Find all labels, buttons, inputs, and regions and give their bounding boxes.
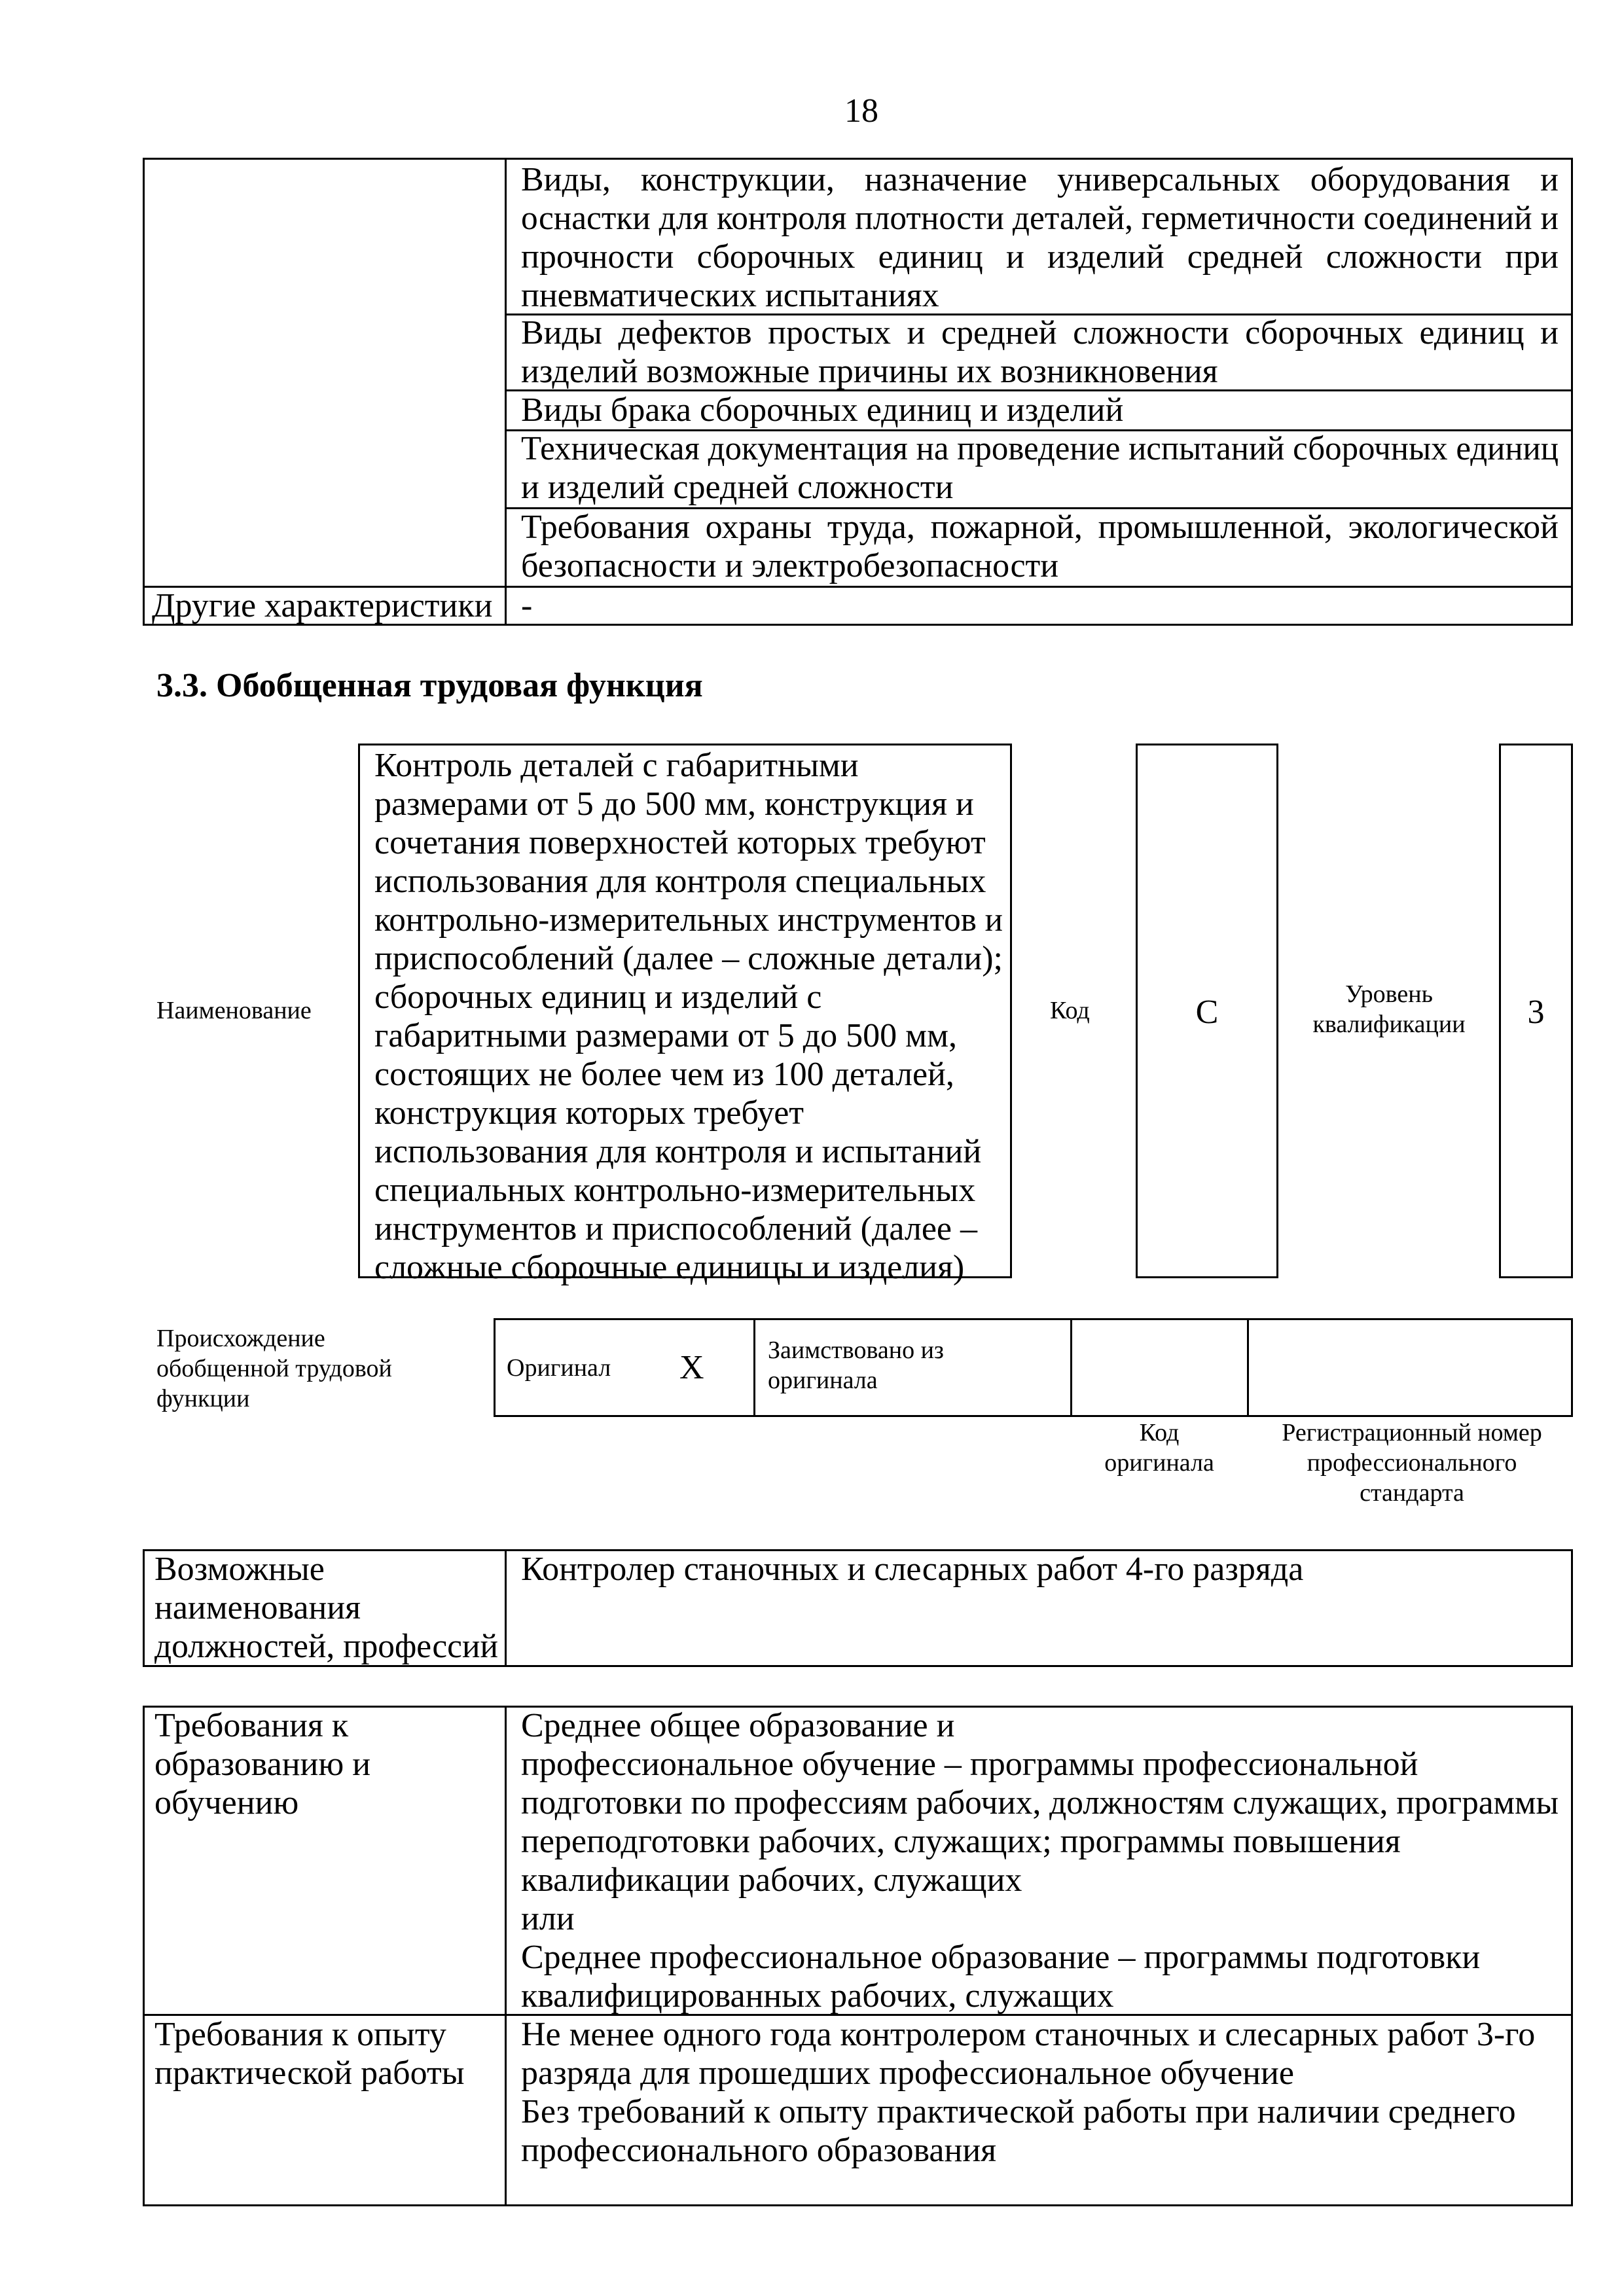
knowledge-item (521, 429, 1559, 507)
text-line (156, 1323, 484, 1354)
text-line-content: изделий возможные причины их возникновения (521, 353, 1218, 390)
text-line (521, 276, 1559, 315)
text-line-content: профессиональное обучение – программы профессиональной (521, 1746, 1418, 1783)
name-label: Наименование (156, 997, 312, 1024)
text-line (521, 1550, 1559, 1588)
text-line-content: пневматических испытаниях (521, 277, 939, 314)
text-line-content: сборочных единиц и изделий с (374, 978, 822, 1016)
text-line-content: Виды дефектов простых и средней сложности сборочных единиц и (521, 314, 1559, 351)
text-line (154, 1550, 498, 1588)
text-line-content: стандарта (1360, 1479, 1464, 1507)
origin-label (156, 1323, 484, 1414)
text-line (374, 823, 1003, 862)
text-line (374, 1248, 1003, 1287)
text-line-content: Требования к (154, 1707, 349, 1744)
text-line (521, 160, 1559, 199)
knowledge-item (521, 160, 1559, 315)
text-line (521, 2015, 1559, 2054)
text-line (521, 1861, 1559, 1899)
text-line-content: использования для контроля и испытаний (374, 1133, 982, 1170)
text-line (521, 1938, 1559, 1977)
text-line (374, 785, 1003, 823)
text-line (1252, 1478, 1572, 1508)
text-line (1284, 1009, 1494, 1039)
text-line (521, 1822, 1559, 1861)
text-line-content: контрольно-измерительных инструментов и (374, 901, 1003, 939)
text-line-content: состоящих не более чем из 100 деталей, (374, 1056, 954, 1093)
text-line (154, 1588, 498, 1627)
text-line (521, 2092, 1559, 2131)
code-value: C (1136, 744, 1278, 1278)
text-line-content: Регистрационный номер (1282, 1419, 1542, 1446)
text-line-content: Заимствовано из (768, 1336, 944, 1364)
text-line-content: Не менее одного года контролером станочных и слесарных работ 3-го (521, 2016, 1536, 2053)
education-label (154, 1706, 498, 1822)
text-line (154, 2015, 498, 2054)
text-line-content: Техническая документация на проведение испытаний сборочных единиц (521, 430, 1559, 467)
text-line (1074, 1448, 1245, 1478)
other-characteristics-value: - (521, 587, 533, 624)
qualification-level-label (1284, 979, 1494, 1039)
text-line-content: Происхождение (156, 1325, 325, 1352)
text-line-content: Среднее профессиональное образование – программы подготовки (521, 1939, 1481, 1976)
text-line-content: Виды, конструкции, назначение универсальных оборудования и (521, 161, 1559, 198)
text-line-content: использования для контроля специальных (374, 863, 986, 900)
text-line (768, 1365, 1062, 1395)
text-line-content: сочетания поверхностей которых требуют (374, 824, 986, 861)
text-line (521, 1977, 1559, 2015)
text-line (521, 199, 1559, 238)
text-line (521, 547, 1559, 585)
text-line (1074, 1418, 1245, 1448)
text-line-content: Требования охраны труда, пожарной, промышленной, экологической (521, 509, 1559, 546)
text-line (521, 2131, 1559, 2170)
text-line (1284, 979, 1494, 1009)
text-line-content: оснастки для контроля плотности деталей, герметичности соединений и (521, 200, 1559, 237)
text-line (521, 468, 1559, 507)
education-value (521, 1706, 1559, 2015)
text-line-content: размерами от 5 до 500 мм, конструкция и (374, 785, 974, 823)
text-line (521, 1784, 1559, 1822)
text-line (154, 1627, 498, 1666)
positions-label (154, 1550, 498, 1666)
text-line-content: профессионального образования (521, 2132, 997, 2169)
knowledge-item (521, 508, 1559, 585)
text-line (521, 238, 1559, 276)
text-line (768, 1335, 1062, 1365)
text-line (521, 1745, 1559, 1784)
positions-value (521, 1550, 1559, 1588)
text-line (521, 1899, 1559, 1938)
text-line (374, 1094, 1003, 1132)
text-line-content: Контролер станочных и слесарных работ 4-го разряда (521, 1551, 1304, 1588)
text-line-content: квалифицированных рабочих, служащих (521, 1977, 1114, 2015)
function-name (374, 746, 1003, 1287)
text-line (1252, 1418, 1572, 1448)
text-line-content: Виды брака сборочных единиц и изделий (521, 391, 1124, 429)
text-line-content: функции (156, 1385, 250, 1412)
text-line (154, 1706, 498, 1745)
text-line-content: приспособлений (далее – сложные детали); (374, 940, 1003, 977)
text-line (521, 352, 1559, 391)
text-line (156, 1354, 484, 1384)
text-line (154, 1745, 498, 1784)
text-line-content: должностей, профессий (154, 1628, 498, 1665)
text-line (374, 1210, 1003, 1248)
other-characteristics-label: Другие характеристики (152, 587, 493, 624)
knowledge-item (521, 391, 1559, 429)
text-line (374, 901, 1003, 939)
text-line-content: оригинала (1104, 1449, 1214, 1477)
text-line-content: практической работы (154, 2054, 465, 2092)
text-line-content: специальных контрольно-измерительных (374, 1172, 976, 1209)
text-line-content: оригинала (768, 1367, 878, 1394)
text-line (374, 1055, 1003, 1094)
text-line (374, 1016, 1003, 1055)
text-line (521, 314, 1559, 352)
original-mark: X (679, 1349, 704, 1386)
text-line-content: Код (1139, 1419, 1180, 1446)
text-line (156, 1384, 484, 1414)
text-line-content: разряда для прошедших профессиональное обучение (521, 2054, 1294, 2092)
text-line-content: квалификации рабочих, служащих (521, 1861, 1022, 1899)
text-line (521, 1706, 1559, 1745)
text-line-content: образованию и (154, 1746, 371, 1783)
section-heading: 3.3. Обобщенная трудовая функция (156, 667, 703, 704)
experience-label (154, 2015, 498, 2092)
text-line-content: профессионального (1307, 1449, 1517, 1477)
text-line (521, 391, 1559, 429)
code-label: Код (1050, 997, 1090, 1024)
qualification-level-value: 3 (1499, 744, 1573, 1278)
knowledge-item (521, 314, 1559, 391)
text-line-content: Контроль деталей с габаритными (374, 747, 859, 784)
text-line (374, 1171, 1003, 1210)
text-line-content: наименования (154, 1589, 361, 1626)
text-line-content: и изделий средней сложности (521, 469, 954, 506)
experience-value (521, 2015, 1559, 2170)
text-line (154, 1784, 498, 1822)
text-line (374, 862, 1003, 901)
original-code-caption (1074, 1418, 1245, 1478)
registration-number-caption (1252, 1418, 1572, 1508)
text-line-content: Возможные (154, 1551, 325, 1588)
text-line-content: обобщенной трудовой (156, 1355, 392, 1382)
text-line-content: переподготовки рабочих, служащих; программы повышения (521, 1823, 1401, 1860)
text-line-content: габаритными размерами от 5 до 500 мм, (374, 1017, 957, 1054)
text-line-content: конструкция которых требует (374, 1094, 804, 1132)
text-line-content: прочности сборочных единиц и изделий средней сложности при (521, 238, 1559, 276)
text-line-content: безопасности и электробезопасности (521, 547, 1059, 584)
text-line-content: Без требований к опыту практической работы при наличии среднего (521, 2093, 1516, 2130)
text-line-content: Среднее общее образование и (521, 1707, 955, 1744)
text-line-content: квалификации (1312, 1011, 1466, 1038)
text-line (521, 508, 1559, 547)
text-line (374, 1132, 1003, 1171)
text-line (521, 2054, 1559, 2092)
text-line-content: Требования к опыту (154, 2016, 446, 2053)
text-line (374, 978, 1003, 1016)
page-number: 18 (844, 92, 878, 130)
original-label: Оригинал (507, 1354, 611, 1382)
text-line-content: подготовки по профессиям рабочих, должностям служащих, программы (521, 1784, 1559, 1821)
text-line-content: Уровень (1345, 980, 1433, 1008)
text-line (374, 939, 1003, 978)
text-line (374, 746, 1003, 785)
borrowed-label (768, 1335, 1062, 1395)
text-line (521, 429, 1559, 468)
text-line-content: инструментов и приспособлений (далее – (374, 1210, 977, 1247)
text-line (1252, 1448, 1572, 1478)
text-line-content: сложные сборочные единицы и изделия) (374, 1249, 965, 1286)
text-line-content: или (521, 1900, 575, 1937)
text-line (154, 2054, 498, 2092)
text-line-content: обучению (154, 1784, 299, 1821)
